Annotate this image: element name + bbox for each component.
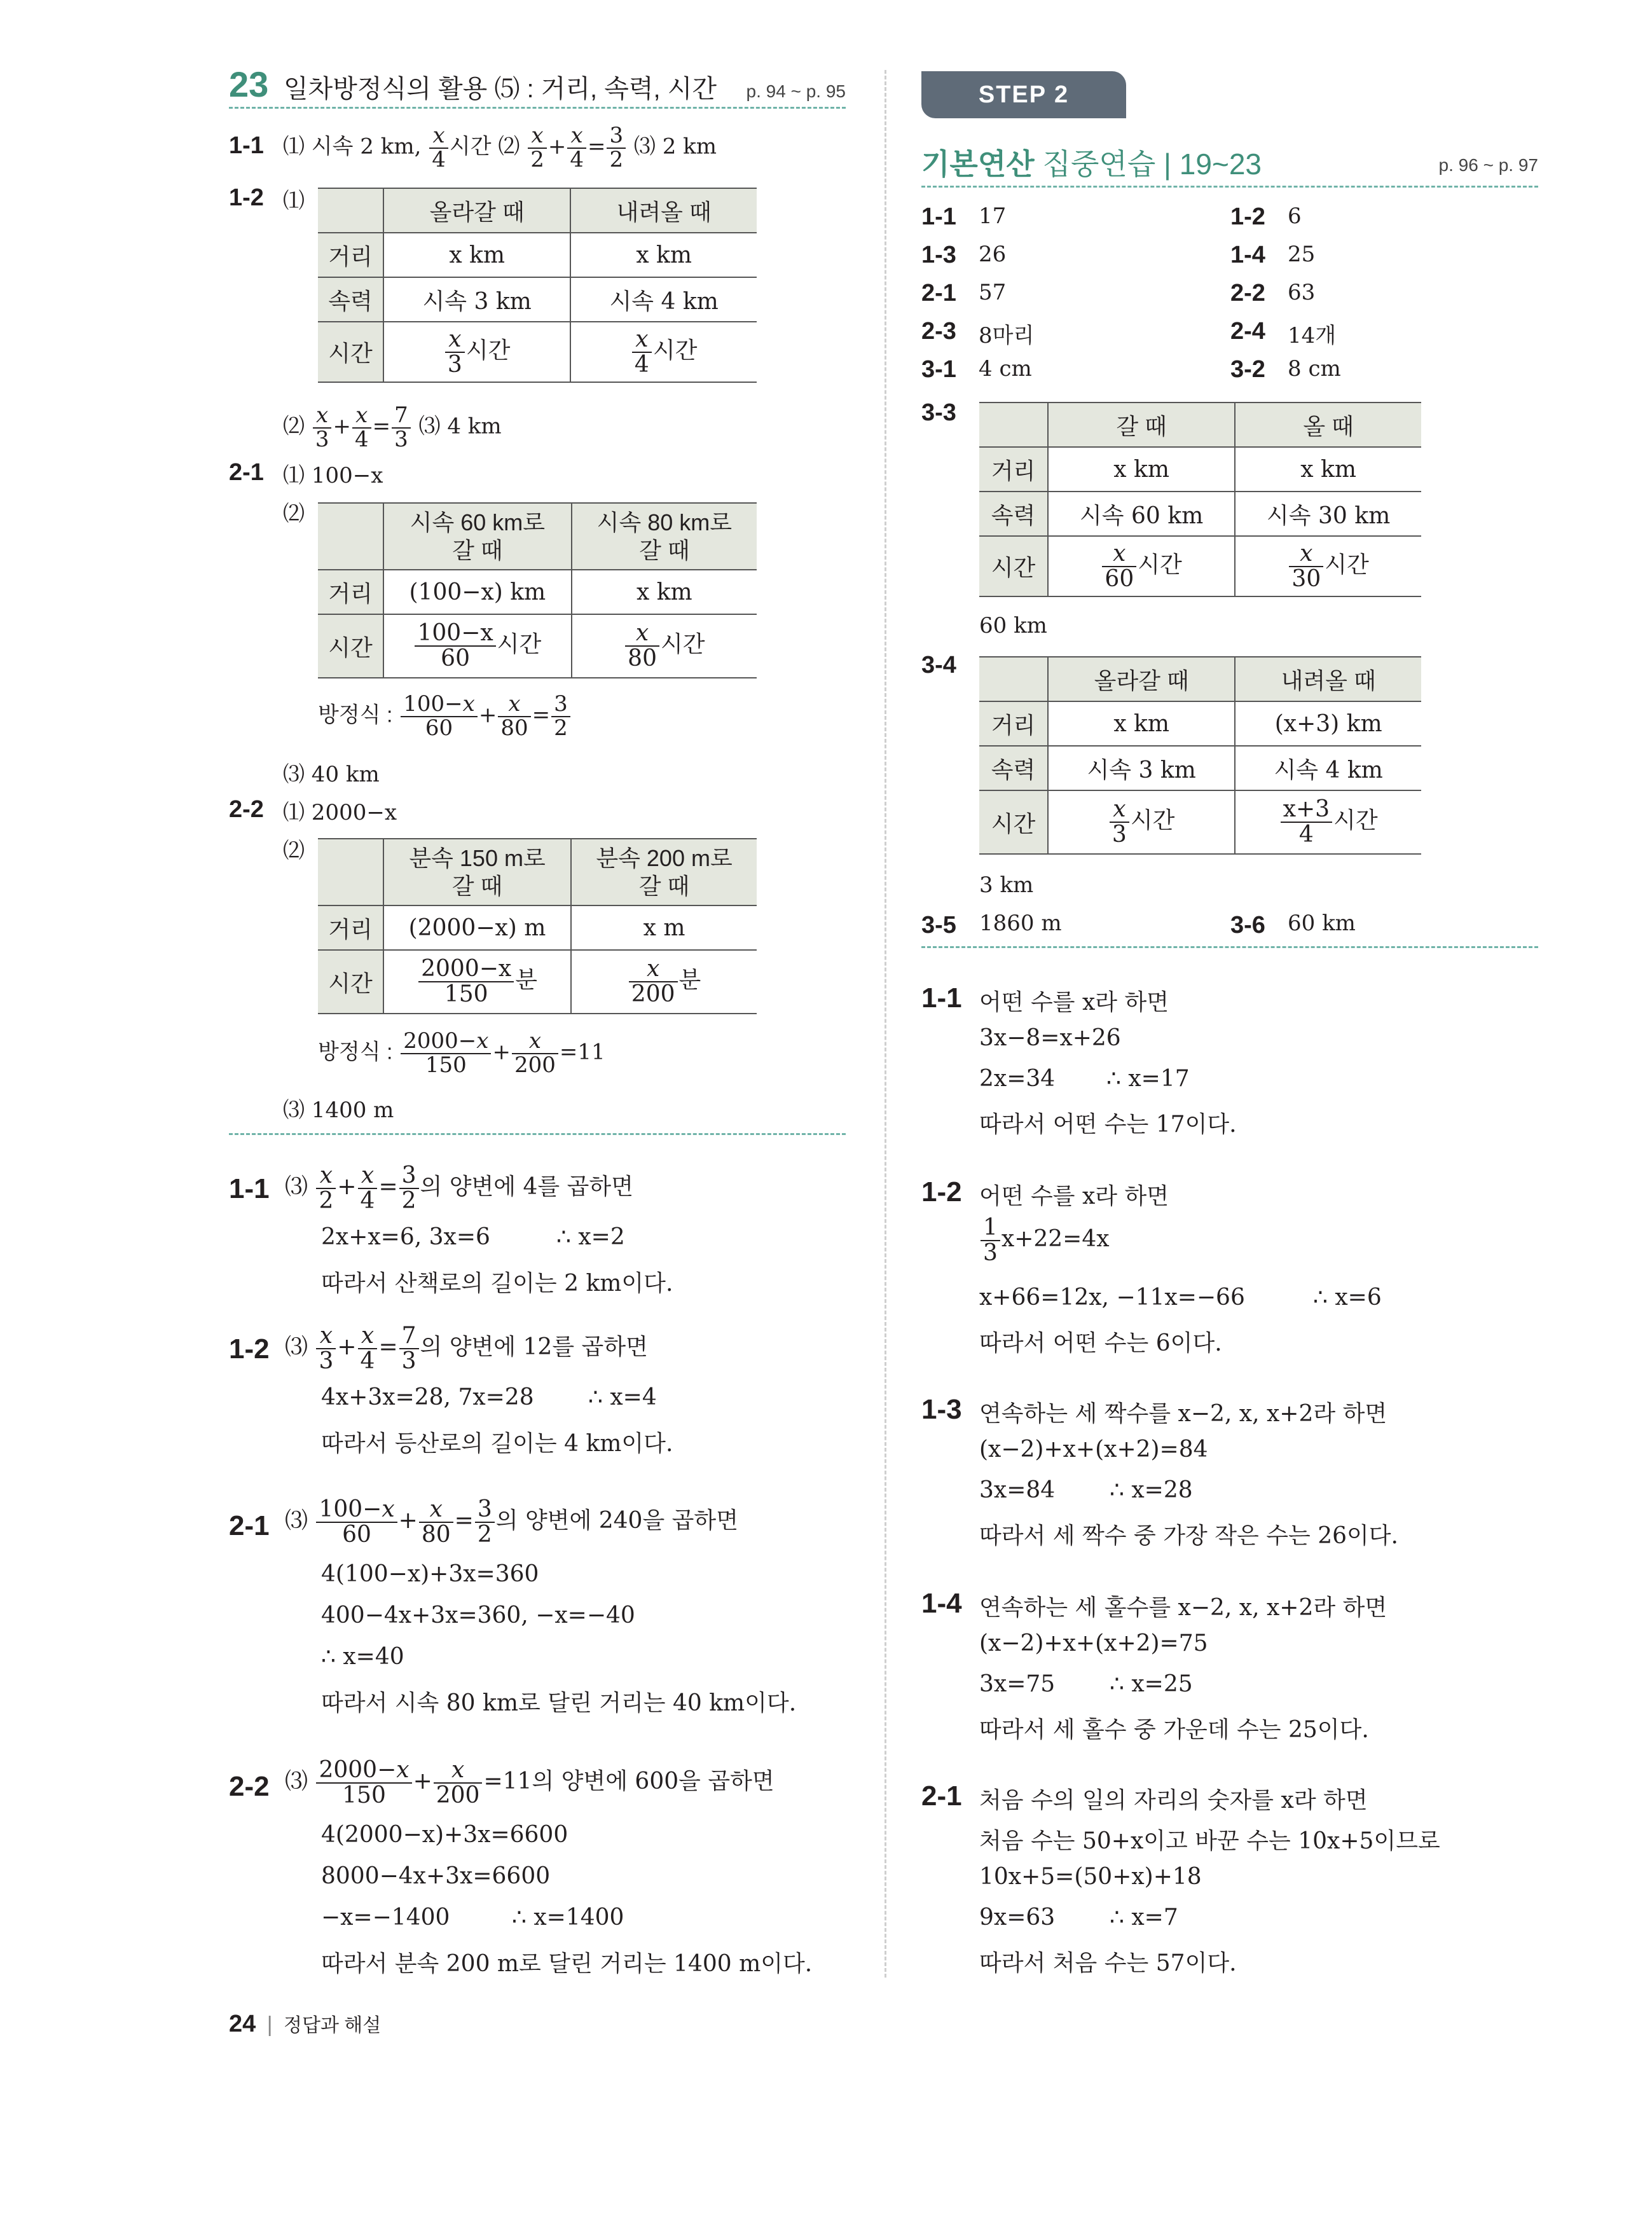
answer-value: 6 — [1288, 203, 1302, 229]
answer-line: ⑴ 100−x — [283, 463, 383, 488]
solution-line: 따라서 시속 80 km로 달린 거리는 40 km이다. — [321, 1690, 797, 1716]
answer-value: 57 — [979, 280, 1007, 305]
answer-value: 26 — [979, 242, 1007, 267]
answer-value: 4 cm — [979, 356, 1032, 382]
solution-line: 3x=84 — [979, 1477, 1056, 1503]
solution-number: 1-3 — [921, 1394, 962, 1425]
solution-number: 1-1 — [921, 982, 962, 1014]
solution-line: ⑶ $\frac{2000-x}{150}$ + $\frac{x}{200}$ =11의 양변에 600을 곱하면 — [285, 1757, 774, 1808]
solution-line: 따라서 세 홀수 중 가운데 수는 25이다. — [979, 1717, 1369, 1743]
answer-line: 3 km — [979, 872, 1034, 898]
solution-line: 4(2000−x)+3x=6600 — [321, 1822, 568, 1848]
solution-line: ∴ x=17 — [1106, 1066, 1190, 1092]
answer-number: 3-4 — [921, 652, 956, 678]
solution-line: 따라서 산책로의 길이는 2 km이다. — [321, 1270, 673, 1297]
answer-value: 63 — [1288, 280, 1316, 305]
answer-number: 2-2 — [1230, 280, 1265, 306]
solution-line: 3x−8=x+26 — [979, 1025, 1121, 1051]
answer-table-1-2: 올라갈 때 내려올 때 거리 x km x km 속력 시속 3 km 시속 4 km 시간 $\frac{x}{3}$ 시간 $\frac{x}{4}$ 시간 — [318, 188, 757, 383]
answer-line: ⑶ 40 km — [283, 762, 380, 787]
solution-line: ⑶ $\frac{x}{2}$ + $\frac{x}{4}$ = $\frac{3}{2}$ 의 양변에 4를 곱하면 — [285, 1162, 633, 1214]
answer-line: ⑶ 1400 m — [283, 1098, 394, 1123]
solution-line: 따라서 세 짝수 중 가장 작은 수는 26이다. — [979, 1523, 1398, 1549]
answer-line: 60 km — [979, 613, 1047, 638]
solution-line: (x−2)+x+(x+2)=84 — [979, 1436, 1208, 1463]
answer-number: 3-5 — [921, 912, 956, 939]
solution-line: 2x+x=6, 3x=6 — [321, 1224, 490, 1250]
solution-line: 따라서 분속 200 m로 달린 거리는 1400 m이다. — [321, 1951, 813, 1977]
solution-line: ∴ x=4 — [588, 1384, 657, 1410]
solution-line: 따라서 등산로의 길이는 4 km이다. — [321, 1431, 673, 1457]
solution-line: 8000−4x+3x=6600 — [321, 1863, 551, 1889]
solution-line: 4x+3x=28, 7x=28 — [321, 1384, 534, 1410]
section-pages: p. 96 ~ p. 97 — [1438, 155, 1538, 175]
solution-line: 어떤 수를 x라 하면 — [979, 1183, 1169, 1209]
left-section-header — [229, 64, 846, 108]
answer-number: 1-1 — [229, 132, 264, 159]
divider — [921, 186, 1538, 188]
answer-number: 2-3 — [921, 318, 956, 345]
solution-number: 2-1 — [229, 1510, 270, 1541]
solution-line: −x=−1400 — [321, 1904, 450, 1931]
solution-line: (x−2)+x+(x+2)=75 — [979, 1630, 1208, 1656]
divider — [229, 107, 846, 109]
solution-line: 어떤 수를 x라 하면 — [979, 989, 1169, 1015]
answer-number: 1-4 — [1230, 242, 1265, 268]
solution-number: 1-1 — [229, 1173, 270, 1204]
solution-line: ∴ x=40 — [321, 1644, 404, 1670]
answer-number: 2-4 — [1230, 318, 1265, 345]
solution-line: ∴ x=7 — [1110, 1904, 1178, 1931]
answer-number: 2-1 — [229, 459, 264, 486]
solution-line: $\frac{1}{3}$ x+22=4x — [979, 1216, 1110, 1265]
answer-grid — [921, 203, 1538, 394]
solution-line: 연속하는 세 홀수를 x−2, x, x+2라 하면 — [979, 1595, 1387, 1621]
solution-line: 처음 수의 일의 자리의 숫자를 x라 하면 — [979, 1787, 1368, 1814]
answer-value: 14개 — [1288, 323, 1337, 348]
solution-line: 4(100−x)+3x=360 — [321, 1561, 539, 1587]
answer-value: 25 — [1288, 242, 1316, 267]
section-number: 23 — [229, 64, 269, 104]
answer-number: 1-2 — [1230, 203, 1265, 230]
answer-number: 1-1 — [921, 203, 956, 230]
divider — [229, 1133, 846, 1135]
page-number: 24 — [229, 2011, 256, 2037]
solution-line: 따라서 어떤 수는 6이다. — [979, 1330, 1222, 1356]
step-badge: STEP 2 — [921, 71, 1126, 118]
solution-line: 400−4x+3x=360, −x=−40 — [321, 1602, 635, 1628]
solution-line: 2x=34 — [979, 1066, 1056, 1092]
fraction: $\frac{x}{4}$ — [429, 125, 448, 171]
answer-value: 8마리 — [979, 323, 1035, 348]
solution-line: x+66=12x, −11x=−66 — [979, 1284, 1245, 1311]
solution-line: 따라서 처음 수는 57이다. — [979, 1950, 1237, 1976]
answer-table-2-2: 분속 150 m로 갈 때 분속 200 m로 갈 때 거리 (2000−x) m x m 시간 $\frac{2000-x}{150}$ 분 $\frac{x}{200}$ 분 — [318, 838, 757, 1014]
solution-line: ∴ x=6 — [1313, 1284, 1382, 1311]
solution-number: 1-2 — [921, 1176, 962, 1208]
solution-line: ∴ x=25 — [1110, 1671, 1193, 1697]
footer-label: 정답과 해설 — [284, 2015, 382, 2036]
equation-line: 방정식 : $\frac{2000-x}{150}$ + $\frac{x}{200}$ =11 — [318, 1028, 605, 1078]
answer-table-3-4: 올라갈 때 내려올 때 거리 x km (x+3) km 속력 시속 3 km 시속 4 km 시간 $\frac{x}{3}$ 시간 $\frac{x+3}{4}$ 시간 — [979, 656, 1421, 855]
right-section-header — [921, 141, 1538, 179]
solution-line: ∴ x=2 — [556, 1224, 625, 1250]
solution-number: 2-1 — [921, 1780, 962, 1812]
solution-line: ⑶ $\frac{100-x}{60}$ + $\frac{x}{80}$ = $\frac{3}{2}$ 의 양변에 240을 곱하면 — [285, 1496, 738, 1548]
answer-number: 2-2 — [229, 796, 264, 823]
answer-number: 3-6 — [1230, 912, 1265, 939]
answer-tag: ⑴ — [283, 188, 305, 214]
answer-line: ⑴ 시속 2 km, $\frac{x}{4}$ 시간 ⑵ $\frac{x}{2}$ + $\frac{x}{4}$ = $\frac{3}{2}$ ⑶ 2 km — [283, 123, 717, 172]
answer-line: ⑵ $\frac{x}{3}$ + $\frac{x}{4}$ = $\frac{7}{3}$ ⑶ 4 km — [283, 403, 502, 452]
solution-line: 연속하는 세 짝수를 x−2, x, x+2라 하면 — [979, 1401, 1387, 1427]
answer-number: 1-2 — [229, 184, 264, 211]
column-divider — [885, 70, 886, 1978]
solution-line: 처음 수는 50+x이고 바꾼 수는 10x+5이므로 — [979, 1828, 1440, 1854]
answer-number: 3-3 — [921, 399, 956, 426]
section-title: 일차방정식의 활용 ⑸ : 거리, 속력, 시간 — [284, 75, 717, 103]
answer-value: 17 — [979, 203, 1007, 229]
answer-value: 8 cm — [1288, 356, 1341, 382]
solution-line: ∴ x=28 — [1110, 1477, 1193, 1503]
answer-number: 3-2 — [1230, 356, 1265, 383]
solution-line: 3x=75 — [979, 1671, 1056, 1697]
solution-line: ⑶ $\frac{x}{3}$ + $\frac{x}{4}$ = $\frac{7}{3}$ 의 양변에 12를 곱하면 — [285, 1323, 648, 1374]
answer-tag: ⑵ — [283, 501, 305, 527]
answer-table-3-3: 갈 때 올 때 거리 x km x km 속력 시속 60 km 시속 30 km 시간 $\frac{x}{60}$ 시간 $\frac{x}{30}$ 시간 — [979, 402, 1421, 597]
solution-number: 2-2 — [229, 1771, 270, 1802]
equation-line: 방정식 : $\frac{100-x}{60}$ + $\frac{x}{80}$ = $\frac{3}{2}$ — [318, 693, 572, 740]
section-title: 기본연산 집중연습 | 19~23 — [921, 148, 1262, 181]
solution-line: 10x+5=(50+x)+18 — [979, 1864, 1202, 1890]
divider — [921, 946, 1538, 948]
answer-table-2-1: 시속 60 km로 갈 때 시속 80 km로 갈 때 거리 (100−x) km x km 시간 $\frac{100-x}{60}$ 시간 $\frac{x}{80}$ 시간 — [318, 502, 757, 678]
answer-value: 60 km — [1288, 911, 1356, 936]
answer-tag: ⑵ — [283, 838, 305, 864]
solution-line: 따라서 어떤 수는 17이다. — [979, 1112, 1237, 1138]
answer-line: ⑴ 2000−x — [283, 800, 397, 825]
answer-number: 1-3 — [921, 242, 956, 268]
solution-line: ∴ x=1400 — [512, 1904, 624, 1931]
solution-number: 1-4 — [921, 1588, 962, 1619]
answer-value: 1860 m — [979, 911, 1062, 936]
section-pages: p. 94 ~ p. 95 — [746, 81, 846, 101]
solution-number: 1-2 — [229, 1333, 270, 1365]
answer-number: 3-1 — [921, 356, 956, 383]
solution-line: 9x=63 — [979, 1904, 1056, 1931]
answer-number: 2-1 — [921, 280, 956, 306]
page-footer: 24 | 정답과 해설 — [229, 2011, 382, 2037]
